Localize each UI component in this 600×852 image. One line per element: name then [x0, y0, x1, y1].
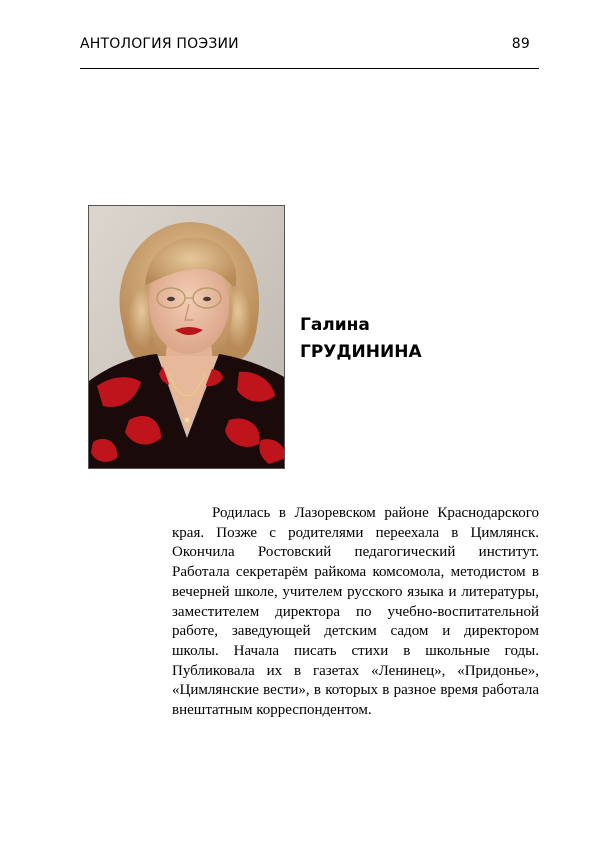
header-divider [80, 68, 539, 69]
running-header-title: АНТОЛОГИЯ ПОЭЗИИ [80, 36, 239, 52]
page-number: 89 [511, 36, 530, 52]
author-portrait [88, 205, 285, 469]
running-header [80, 36, 538, 58]
biography-paragraph: Родилась в Лазоревском районе Краснодарского края. Позже с родителями переехала в Цимлянск. Окончила Ростовский педагогический институт. Работала секретарём райкома комсомола, методистом в вечерней школе, учителем русского языка и литературы, заместителем директора по учебно-воспитательной работе, заведующей детским садом и директором школы. Начала писать стихи в школьные годы. Публиковала их в газетах «Ленинец», «Придонье», «Цимлянские вести», в которых в разное время работала внештатным корреспондентом. [172, 505, 539, 719]
author-last-name: ГРУДИНИНА [300, 342, 422, 362]
author-name [300, 312, 422, 366]
author-first-name: Галина [300, 315, 370, 335]
portrait-illustration [89, 206, 285, 469]
